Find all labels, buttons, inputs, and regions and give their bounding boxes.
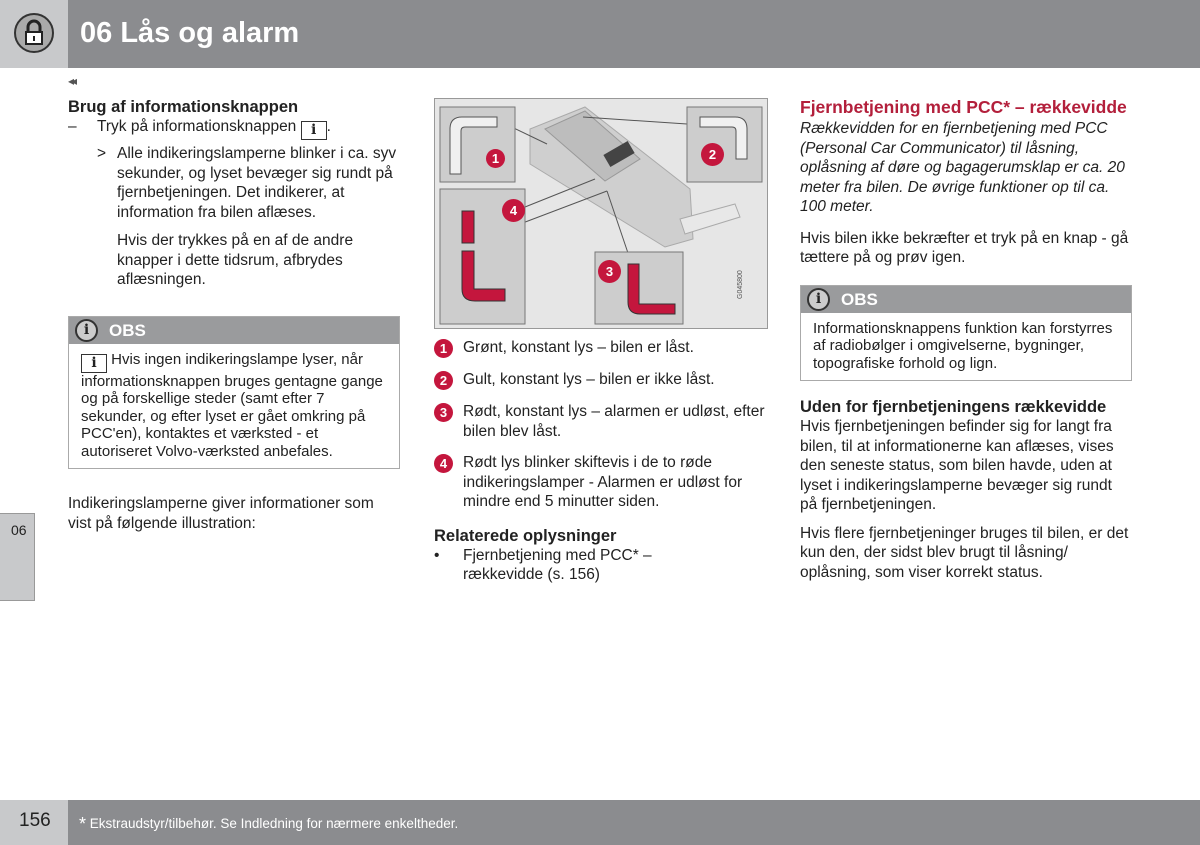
footnote-text: Ekstraudstyr/tilbehør. Se Indledning for nærmere enkeltheder. xyxy=(89,816,459,831)
step xyxy=(68,117,400,140)
remote-indicator-illustration xyxy=(434,98,768,329)
obs-header xyxy=(801,286,1131,313)
callout-badge: 3 xyxy=(434,403,453,422)
paragraph: Indikeringslamperne giver informationer som vist på følgende illustration: xyxy=(68,495,374,532)
legend-text: Rødt lys blinker skiftevis i de to røde indikeringslamper - Alarmen er udløst for mindre end 5 minutter siden. xyxy=(463,454,743,510)
bullet: • xyxy=(434,546,440,564)
paragraph: Hvis bilen ikke bekræfter et tryk på en knap - gå tættere på og prøv igen. xyxy=(800,229,1129,266)
callout-4: 4 xyxy=(502,199,525,222)
section-heading: Brug af informationsknappen xyxy=(68,98,299,116)
obs-text: Hvis ingen indikeringslampe lyser, når informationsknappen bruges gentagne gange og på forskellige steder (samt efter 7 sekunder, og efter lyset er gået omkring på PCC'en), kontaktes et værksted - et autoriseret Volvo-værksted anbefales. xyxy=(81,350,383,460)
indicator-panel-1 xyxy=(440,107,515,182)
obs-box xyxy=(68,316,400,470)
result-mark: > xyxy=(97,145,107,162)
step-text: Tryk på informationsknappen xyxy=(97,118,297,135)
related-heading: Relaterede oplysninger xyxy=(434,526,617,545)
header-icon-area xyxy=(0,0,68,68)
obs-header xyxy=(69,317,399,344)
callout-badge: 4 xyxy=(434,454,453,473)
paragraph: Hvis flere fjernbetjeninger bruges til bilen, er det kun den, der sidst blev brugt til låsning/ oplåsning, som viser korrekt status. xyxy=(800,524,1129,581)
callout-2: 2 xyxy=(701,143,724,166)
obs-body xyxy=(69,344,399,469)
legend-item xyxy=(434,402,768,441)
callout-badge: 2 xyxy=(434,371,453,390)
column-3 xyxy=(800,97,1132,591)
footer xyxy=(68,800,1200,845)
chapter-side-tab[interactable]: 06 xyxy=(0,513,35,601)
paragraph: Hvis fjernbetjeningen befinder sig for langt fra bilen, til at informationerne kan aflæses, vises den seneste status, som bilen havde, uden at lyset i indikeringslamperne bevæger sig rundt på fjernbetjeningen. xyxy=(800,418,1114,513)
page-number: 156 xyxy=(0,800,68,845)
info-button-icon: i xyxy=(301,121,327,140)
section-heading: Fjernbetjening med PCC* – rækkevidde xyxy=(800,97,1127,117)
figure-code: G045800 xyxy=(737,270,744,299)
obs-text: Informationsknappens funktion kan forstyrres af radiobølger i omgivelserne, bygninger, topografiske forhold og lign. xyxy=(813,319,1113,372)
step-end: . xyxy=(326,118,331,135)
continued-marker: ◂◂ xyxy=(68,74,75,88)
intro-text: Rækkevidden for en fjernbetjening med PCC (Personal Car Communicator) til låsning, oplåsning af døre og bagagerumsklap er ca. 20 meter fra bilen. De øvrige funktioner op til ca. 100 meter. xyxy=(800,120,1125,215)
legend-text: Gult, konstant lys – bilen er ikke låst. xyxy=(463,371,715,388)
legend-item xyxy=(434,338,768,358)
column-2 xyxy=(434,338,768,585)
related-item xyxy=(434,546,768,585)
callout-1: 1 xyxy=(486,149,505,168)
legend-item xyxy=(434,370,768,390)
info-circle-icon: i xyxy=(807,288,830,311)
legend-text: Rødt, konstant lys – alarmen er udløst, efter bilen blev låst. xyxy=(463,403,765,440)
related-link[interactable]: Fjernbetjening med PCC* – rækkevidde (s. 156) xyxy=(463,546,652,583)
obs-title: OBS xyxy=(109,320,146,340)
info-circle-icon: i xyxy=(75,319,98,342)
callout-badge: 1 xyxy=(434,339,453,358)
footnote-asterisk: * xyxy=(79,814,87,834)
chapter-header xyxy=(68,0,1200,68)
legend-item xyxy=(434,453,768,512)
lock-icon xyxy=(14,13,54,53)
subheading: Uden for fjernbetjeningens rækkevidde xyxy=(800,398,1107,416)
result-text-2: Hvis der trykkes på en af de andre knapper i dette tidsrum, afbrydes aflæsningen. xyxy=(117,232,354,288)
result-text: Alle indikeringslamperne blinker i ca. syv sekunder, og lyset bevæger sig rundt på fjernbetjeningen. Det indikerer, at information fra bilen aflæses. xyxy=(117,145,397,221)
obs-title: OBS xyxy=(841,289,878,309)
step-dash: – xyxy=(68,118,77,135)
column-1 xyxy=(68,97,400,542)
info-button-icon: i xyxy=(81,354,107,373)
step-result xyxy=(68,144,400,299)
obs-box xyxy=(800,285,1132,382)
indicator-panel-2 xyxy=(687,107,762,182)
legend-text: Grønt, konstant lys – bilen er låst. xyxy=(463,339,694,356)
callout-3: 3 xyxy=(598,260,621,283)
chapter-title: 06 Lås og alarm xyxy=(80,17,300,49)
